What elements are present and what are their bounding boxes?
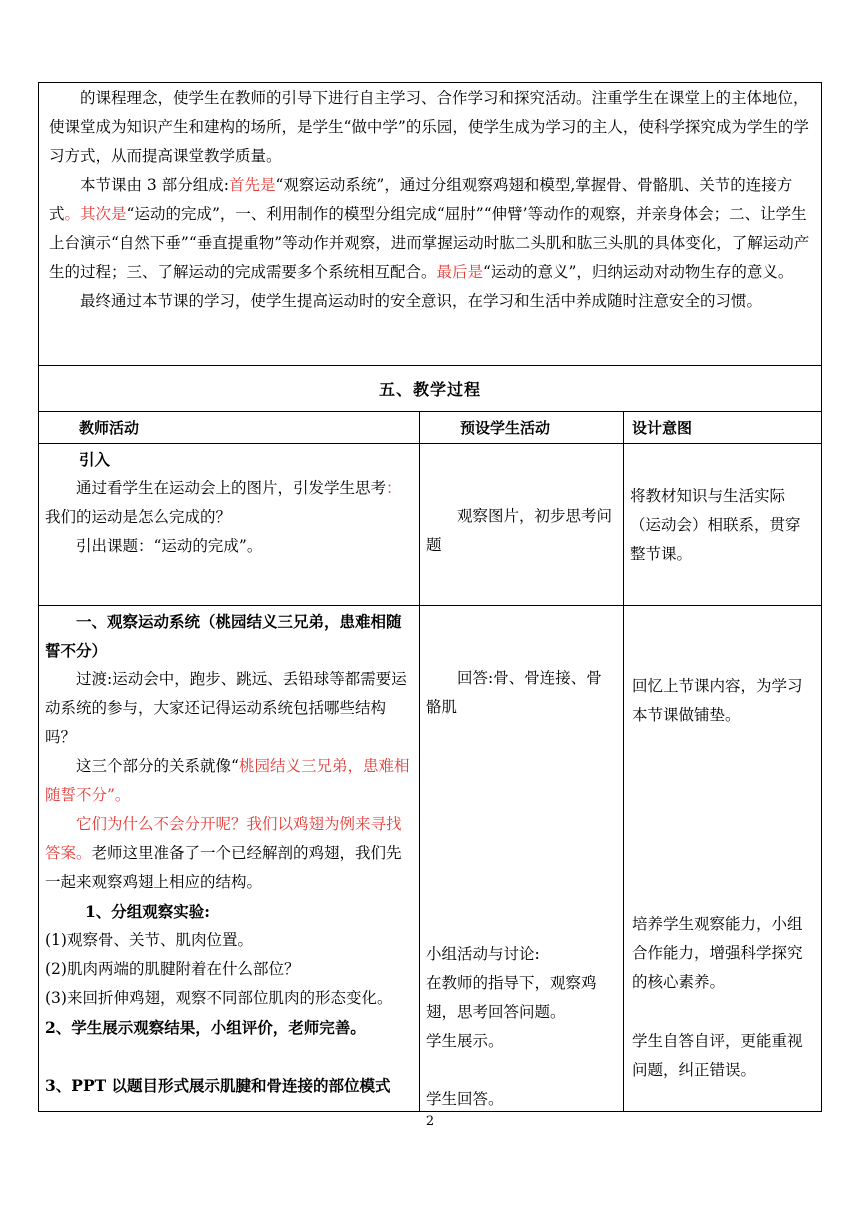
student-reply: 学生回答。: [426, 1090, 504, 1108]
student-show: 学生展示。: [426, 1032, 504, 1050]
course-concept-row: [39, 83, 821, 366]
observe-block-row: [39, 606, 821, 1111]
structure-paragraph: 本节课由 3 部分组成:首先是“观察运动系统”，通过分组观察鸡翅和模型,掌握骨、骨骼肌、关节的连接方式。其次是“运动的完成”，一、利用制作的模型分组完成“屈肘”“伸臂’等动作的观察，并亲身体会；二、让学生上台演示“自然下垂”“垂直提重物”等动作并观察，进而掌握运动时肱二头肌和肱三头肌的具体变化，了解运动产生的过程；三、了解运动的完成需要多个系统相互配合。最后是“运动的意义”，归纳运动对动物生存的意义。: [49, 176, 810, 281]
header-design-intent: 设计意图: [632, 419, 693, 437]
observe-student-cell: [420, 606, 624, 1111]
observe-design-cell: [624, 606, 821, 1111]
present-results-subheading: 2、学生展示观察结果，小组评价，老师完善。: [45, 1018, 366, 1037]
student-group-activity: 小组活动与讨论:: [426, 945, 540, 963]
intro-design-cell: 将教材知识与生活实际（运动会）相联系，贯穿整节课。: [630, 487, 801, 563]
design-intent-3: 学生自答自评，更能重视问题，纠正错误。: [632, 1032, 803, 1079]
observe-heading: 一、观察运动系统（桃园结义三兄弟，患难相随誓不分）: [45, 612, 402, 660]
experiment-subheading: 1、分组观察实验:: [85, 902, 211, 921]
intro-student-cell: 观察图片，初步思考问题: [420, 444, 624, 605]
goal-paragraph: 最终通过本节课的学习，使学生提高运动时的安全意识，在学习和生活中养成随时注意安全的习惯。: [80, 292, 763, 310]
ppt-subheading: 3、PPT 以题目形式展示肌腱和骨连接的部位模式: [45, 1076, 391, 1095]
intro-heading: 引入: [79, 450, 111, 469]
analogy-paragraph: 这三个部分的关系就像“桃园结义三兄弟，患难相随誓不分”。: [45, 757, 410, 804]
intro-teacher-cell: [39, 444, 420, 605]
observe-question-3: (3)来回折伸鸡翅，观察不同部位肌肉的形态变化。: [45, 989, 393, 1007]
observe-teacher-cell: [39, 606, 420, 1111]
student-group-detail: 在教师的指导下，观察鸡翅，思考回答问题。: [426, 974, 597, 1021]
design-intent-1: 回忆上节课内容，为学习本节课做铺垫。: [632, 677, 803, 724]
lesson-plan-table: [38, 82, 822, 1112]
intro-line: 通过看学生在运动会上的图片，引发学生思考：我们的运动是怎么完成的？: [45, 479, 402, 526]
observe-question-1: (1)观察骨、关节、肌肉位置。: [45, 931, 253, 949]
header-teacher-activity: 教师活动: [39, 412, 420, 443]
question-paragraph: 它们为什么不会分开呢？我们以鸡翅为例来寻找答案。老师这里准备了一个已经解剖的鸡翅，我们先一起来观察鸡翅上相应的结构。: [45, 815, 402, 891]
column-header-row: [39, 412, 821, 444]
section-title: 五、教学过程: [39, 366, 821, 412]
concept-paragraph: 的课程理念，使学生在教师的引导下进行自主学习、合作学习和探究活动。注重学生在课堂上的主体地位，使课堂成为知识产生和建构的场所，是学生“做中学”的乐园，使学生成为学习的主人，使科学探究成为学生的学习方式，从而提高课堂教学质量。: [49, 89, 809, 165]
observe-question-2: (2)肌肉两端的肌腱附着在什么部位？: [45, 960, 300, 978]
header-student-activity: 预设学生活动: [420, 412, 624, 443]
student-answer: 回答:骨、骨连接、骨骼肌: [426, 669, 602, 716]
intro-topic-line: 引出课题：“运动的完成”。: [76, 537, 263, 555]
intro-block-row: [39, 444, 821, 606]
transition-paragraph: 过渡:运动会中，跑步、跳远、丢铅球等都需要运动系统的参与，大家还记得运动系统包括哪些结构吗？: [45, 670, 407, 746]
page-number: 2: [425, 1114, 435, 1129]
design-intent-2: 培养学生观察能力，小组合作能力，增强科学探究的核心素养。: [632, 915, 803, 991]
